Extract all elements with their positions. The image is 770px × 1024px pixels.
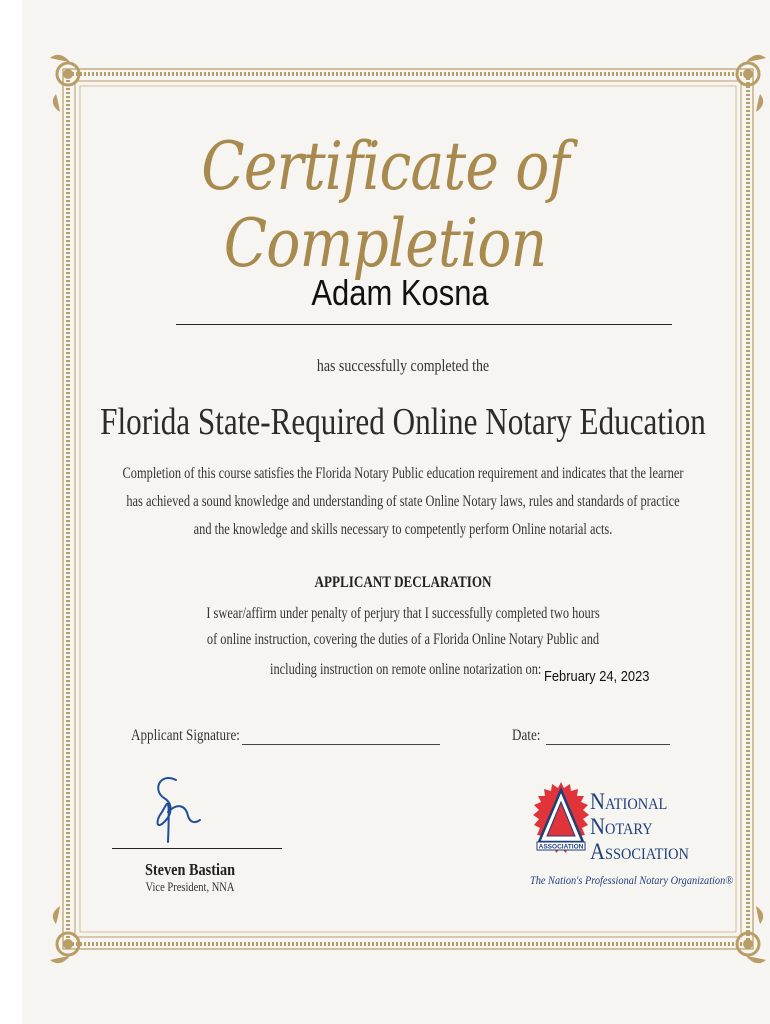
signer-title: Vice President, NNA — [145, 880, 235, 894]
nna-wordmark — [590, 790, 700, 865]
date-field[interactable] — [546, 744, 670, 745]
declaration-line: of online instruction, covering the duties of a Florida Online Notary Public and — [206, 631, 600, 648]
recipient-underline — [176, 324, 672, 325]
course-description — [81, 460, 726, 544]
nna-name-line: Association — [590, 839, 689, 864]
description-line: has achieved a sound knowledge and understanding of state Online Notary laws, rules and standards of practice — [126, 493, 680, 510]
course-title: Florida State-Required Online Notary Education — [100, 401, 706, 443]
declaration-date: February 24, 2023 — [544, 668, 650, 685]
description-line: Completion of this course satisfies the Florida Notary Public education requirement and indicates that the learner — [122, 465, 684, 482]
recipient-name: Adam Kosna — [311, 272, 489, 313]
signer-name: Steven Bastian — [144, 860, 236, 879]
declaration-last-line: including instruction on remote online notarization on: — [270, 661, 542, 678]
nna-name-line: Notary — [590, 814, 653, 839]
declaration-text — [81, 601, 726, 653]
date-label: Date: — [512, 727, 541, 744]
nna-name-line: National — [590, 789, 668, 814]
declaration-line: I swear/affirm under penalty of perjury that I successfully completed two hours — [206, 605, 600, 622]
signer-underline — [112, 848, 282, 849]
seal-text: ASSOCIATION — [538, 843, 584, 851]
certificate-title: Certificate of Completion — [201, 128, 569, 282]
completed-text: has successfully completed the — [316, 356, 490, 375]
declaration-heading: APPLICANT DECLARATION — [314, 574, 492, 591]
description-line: and the knowledge and skills necessary to competently perform Online notarial acts. — [193, 521, 613, 538]
applicant-signature-field[interactable] — [242, 744, 440, 745]
nna-seal-logo — [531, 780, 591, 862]
nna-tagline: The Nation's Professional Notary Organization® — [530, 873, 734, 887]
handwritten-signature — [138, 772, 218, 852]
applicant-signature-label: Applicant Signature: — [131, 727, 240, 744]
